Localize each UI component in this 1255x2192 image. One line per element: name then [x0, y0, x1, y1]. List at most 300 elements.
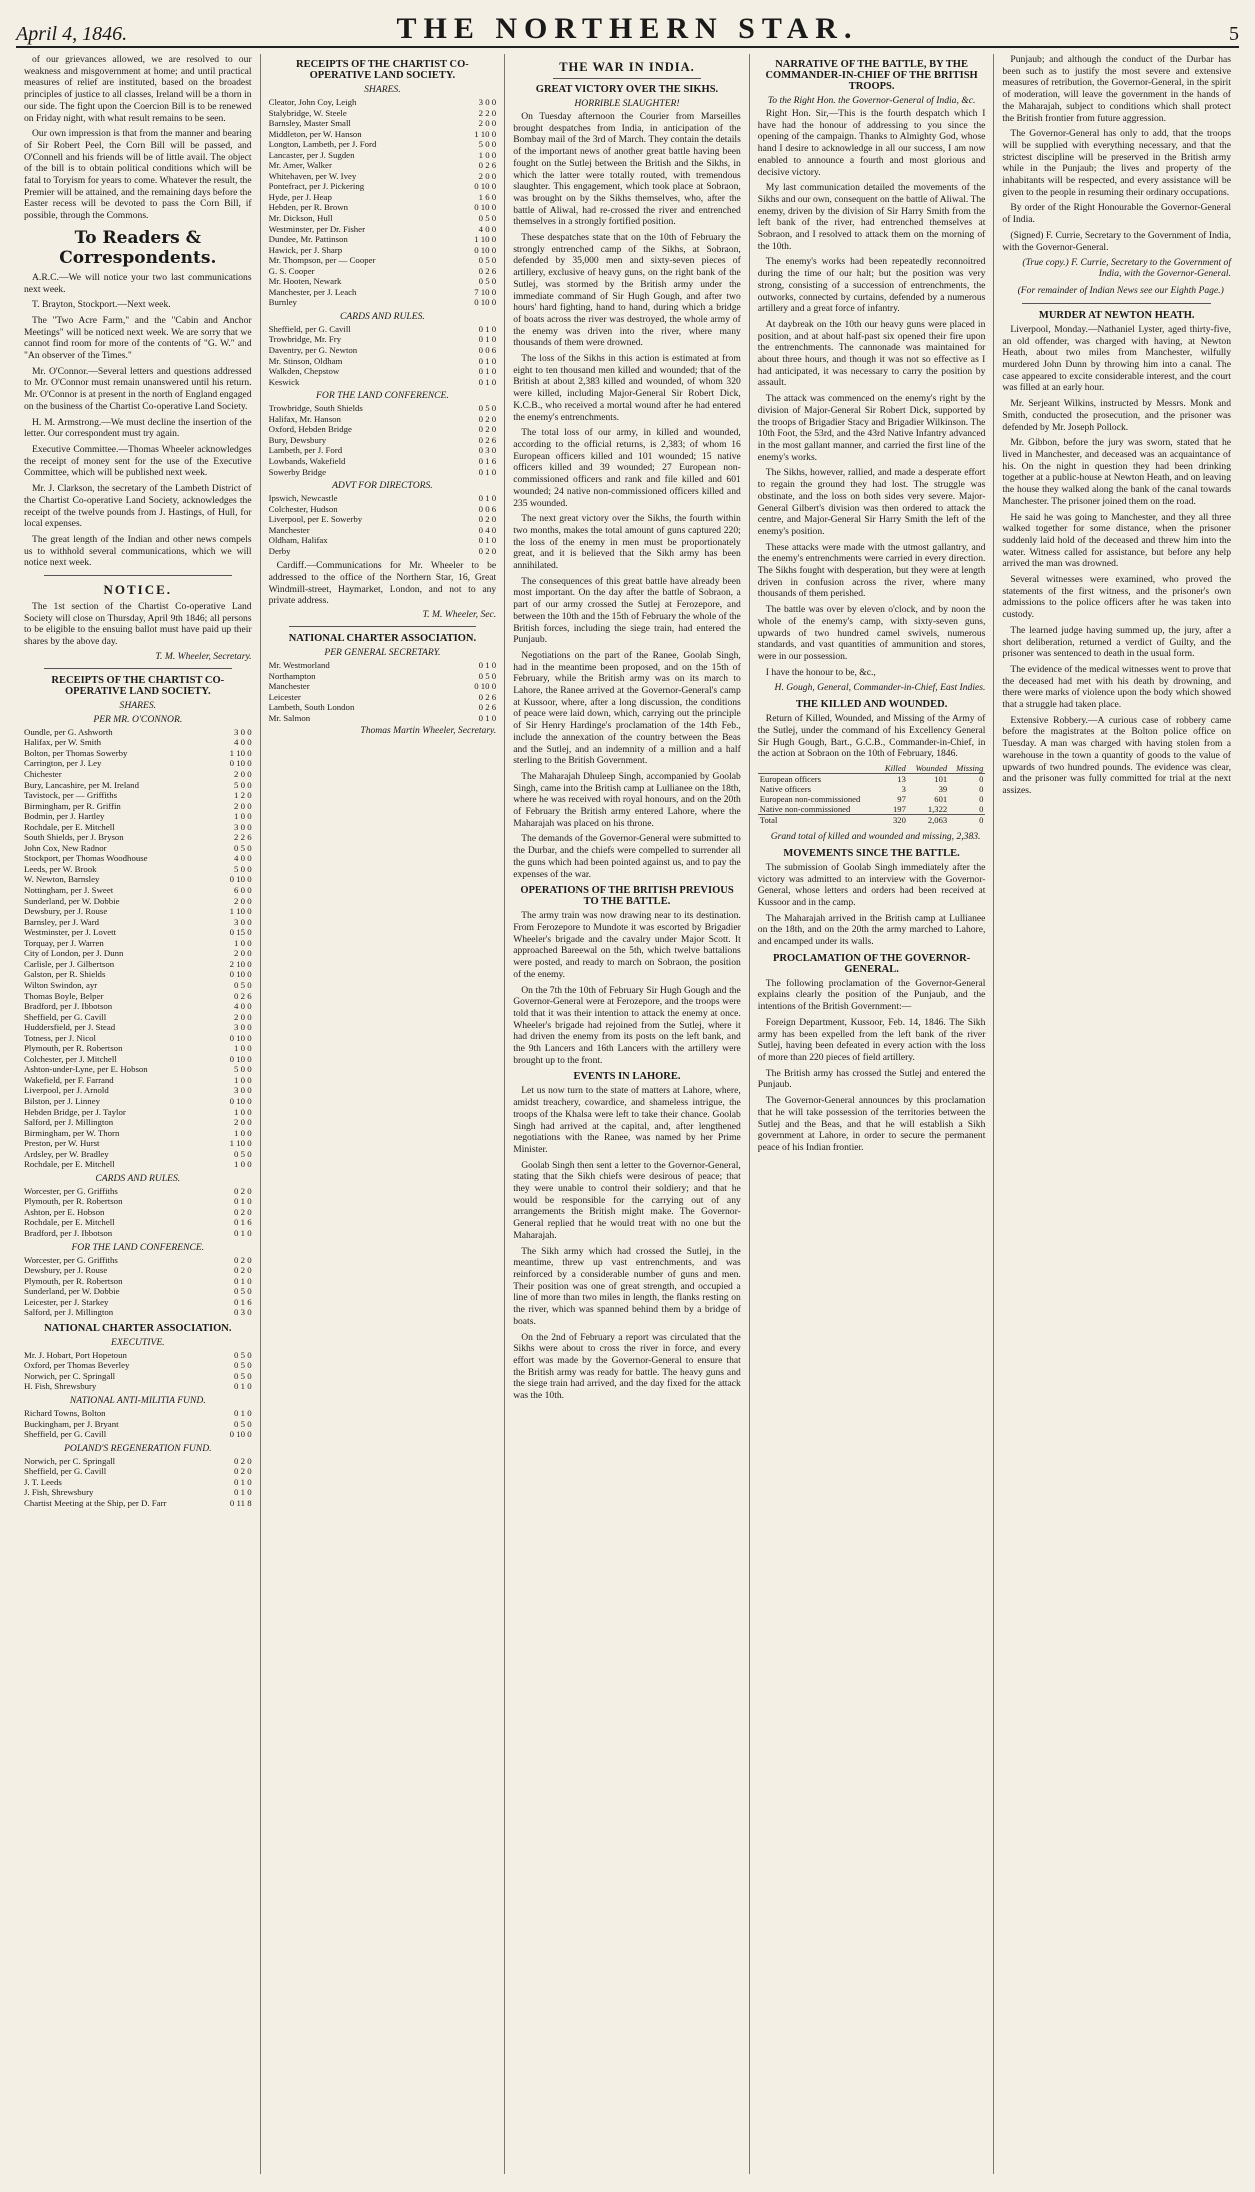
list-item-name: Plymouth, per R. Robertson: [24, 1043, 123, 1054]
list-item: [24, 1085, 252, 1096]
paragraph: The evidence of the medical witnesses went to prove that the deceased had met with his death by drowning, and there were marks of violence upon the body which showed that a struggle had taken place.: [1002, 663, 1231, 711]
list-item-name: Sheffield, per G. Cavill: [268, 323, 351, 334]
list-item-name: John Cox, New Radnor: [24, 842, 107, 853]
list-item-amount: 1 0 0: [234, 811, 252, 822]
list-item-name: Birmingham, per W. Thorn: [24, 1127, 120, 1138]
paragraph: Right Hon. Sir,—This is the fourth despatch which I have had the honour of addressing to you since the opening of the campaign. Thanks to Almighty God, whose hand I desire to acknowledge in all our success, I am now enabled to announce a fourth and most glorious and decisive victory.: [757, 108, 986, 178]
list-item: [24, 1307, 252, 1318]
table-cell: 601: [934, 794, 948, 805]
list-item-name: Buckingham, per J. Bryant: [24, 1418, 119, 1429]
divider: [44, 668, 232, 669]
paragraph: On Tuesday afternoon the Courier from Marseilles brought despatches from India, in anticipation of the Bombay mail of the 3rd of March. They contain the details of the important news of another great battle having been fought on the Sutlej between the British and the Sikhs, in which the latter were totally routed, with tremendous slaughter. This engagement, which took place at Sobraon, was brought on by the Sikhs themselves, who, after the battle of Aliwal, had re-crossed the river and entrenched themselves in a strongly fortified position.: [513, 111, 741, 228]
list-item: [24, 1001, 252, 1012]
list-item-name: Sheffield, per G. Cavill: [24, 1011, 107, 1022]
conference2-heading: FOR THE LAND CONFERENCE.: [316, 390, 449, 402]
list-item-amount: 0 1 6: [234, 1296, 252, 1307]
list-item: [24, 1075, 252, 1086]
list-item-name: Manchester, per J. Leach: [268, 286, 357, 297]
list-item-amount: 1 10 0: [229, 747, 252, 758]
list-item-name: Sunderland, per W. Dobbie: [24, 895, 120, 906]
directors-heading: ADVT FOR DIRECTORS.: [332, 480, 433, 492]
list-item-name: Liverpool, per E. Sowerby: [268, 514, 363, 525]
list-item-amount: 0 11 8: [229, 1497, 252, 1508]
list-item: [24, 1381, 252, 1392]
paragraph: T. Brayton, Stockport.—Next week.: [32, 299, 171, 311]
list-item-amount: 2 0 0: [234, 800, 252, 811]
list-item-name: Torquay, per J. Warren: [24, 937, 104, 948]
list-item: [24, 1022, 252, 1033]
list-item: [24, 1360, 252, 1371]
list-item-amount: 0 5 0: [478, 255, 497, 266]
list-item-amount: 0 10 0: [229, 758, 252, 769]
list-item: [24, 727, 252, 738]
list-item-amount: 0 2 0: [478, 413, 497, 424]
directors-list: [269, 493, 497, 556]
list-item-name: Lambeth, South London: [268, 702, 355, 713]
list-item-amount: 0 10 0: [474, 297, 497, 308]
paragraph: My last communication detailed the movements of the Sikhs and our own, consequent on the battle of Aliwal. The enemy, driven by the division of Sir Harry Smith from the left bank of the river, had entrenched themselves at Sobraon, and I resolved to attack them on the morning of the 10th.: [757, 182, 986, 252]
list-item: [269, 287, 497, 298]
list-item-name: Mr. Dickson, Hull: [268, 213, 333, 224]
list-item: [269, 445, 497, 456]
list-item: [24, 1265, 252, 1276]
list-item-name: Chichester: [24, 769, 62, 780]
list-item-amount: 0 2 0: [234, 1254, 252, 1265]
list-item-name: Pontefract, per J. Pickering: [268, 181, 365, 192]
list-item-amount: 3 0 0: [234, 726, 252, 737]
paragraph: By order of the Right Honourable the Governor-General of India.: [1002, 202, 1231, 226]
list-item-amount: 1 0 0: [234, 1106, 252, 1117]
list-item-amount: 0 2 6: [478, 691, 497, 702]
list-item-name: Mr. Stinson, Oldham: [268, 355, 343, 366]
paragraph: Punjaub; and although the conduct of the Durbar has been such as to justify the most severe and extensive measures of retribution, the Governor-General, in the spirit of moderation, will leave the government in the hands of the Maharajah, subject to conditions which shall protect the British frontier from future aggression.: [1002, 54, 1231, 124]
list-item: [24, 896, 252, 907]
table-cell: European officers: [759, 774, 821, 785]
association-list: [24, 1350, 252, 1392]
list-item: [269, 108, 497, 119]
paragraph: The Maharajah Dhuleep Singh, accompanied by Goolab Singh, came into the British camp at Lullianee on the 18th, where he was received with royal honours, and on the 20th of February the British army entered Lahore, where the Maharajah was placed on his throne.: [513, 770, 741, 829]
list-item: [24, 790, 252, 801]
list-item-name: Worcester, per G. Griffiths: [24, 1185, 118, 1196]
list-item-name: Wilton Swindon, ayr: [24, 979, 98, 990]
war-subheading: GREAT VICTORY OVER THE SIKHS.: [535, 84, 719, 95]
list-item: [269, 234, 497, 245]
table-row: [758, 804, 986, 815]
list-item: [24, 938, 252, 949]
list-item-name: Wakefield, per F. Farrand: [24, 1074, 114, 1085]
list-item-name: Birmingham, per R. Griffin: [24, 800, 121, 811]
list-item: [24, 853, 252, 864]
list-item-amount: 4 0 0: [234, 853, 252, 864]
list-item: [269, 171, 497, 182]
list-item: [269, 504, 497, 515]
list-item: [24, 843, 252, 854]
paragraph: The loss of the Sikhs in this action is estimated at from eight to ten thousand men killed and wounded; that of the British at about 2,383 killed and wounded, of whom 320 were killed, including Major-General Sir Robert Dick, K.C.B., who received a mortal wound after he had entered the enemy's entrenchments.: [513, 353, 741, 423]
list-item-name: Mr. Hooten, Newark: [268, 276, 342, 287]
list-item-amount: 4 0 0: [234, 737, 252, 748]
divider: [1022, 303, 1211, 304]
paragraph: Negotiations on the part of the Ranee, Goolab Singh, had in the meantime been proposed, and on the 15th of February, while the British army was on its march to Lahore, the Ranee arrived at the Governor-General's camp at Kussoor, where, after a long discussion, the conditions of peace were laid down, which, carrying out the principle of Sir Henry Hardinge's proclamation of the 14th Feb., include the annexation of the country between the Beas and the Sutlej, and an indemnity of a million and a half sterling to the British Government.: [513, 649, 741, 767]
list-item-amount: 0 1 0: [478, 466, 497, 477]
list-item-amount: 3 0 0: [234, 1022, 252, 1033]
proclamation-continued: [1002, 54, 1231, 253]
list-item-amount: 0 2 0: [234, 1265, 252, 1276]
list-item-name: Ardsley, per W. Bradley: [24, 1148, 109, 1159]
list-item-amount: 0 5 0: [234, 1360, 252, 1371]
victim-list: [24, 1408, 252, 1440]
list-item: [269, 213, 497, 224]
paragraph: I have the honour to be, &c.,: [765, 666, 876, 678]
list-item: [269, 245, 497, 256]
list-item-name: Bury, Dewsbury: [268, 434, 327, 445]
list-item-amount: 0 5 0: [234, 1148, 252, 1159]
table-cell: Native non-commissioned: [759, 804, 851, 815]
list-item-name: Ashton, per E. Hobson: [24, 1206, 105, 1217]
list-item-name: Hawick, per J. Sharp: [268, 244, 343, 255]
list-item-name: Tavistock, per — Griffiths: [24, 790, 118, 801]
paragraph: On the 7th the 10th of February Sir Hugh Gough and the Governor-General were at Ferozepore, and the troops were told that it was their intention to attack the enemy at once. Wheeler's brigade had rejoined from the Sutlej, where it had driven the enemy from its posts on the left bank, and the 9th Lancers and 16th Lancers with the artillery were brought up to the front.: [513, 984, 741, 1066]
list-item: [269, 356, 497, 367]
list-item-amount: 2 2 6: [234, 832, 252, 843]
list-item-name: Norwich, per C. Springall: [24, 1455, 116, 1466]
list-item-amount: 1 0 0: [234, 1074, 252, 1085]
table-header-cell: [758, 763, 879, 774]
narrative-subheading: To the Right Hon. the Governor-General of India, &c.: [767, 95, 976, 106]
list-item: [24, 1128, 252, 1139]
list-item-amount: 2 0 0: [234, 948, 252, 959]
list-item: [24, 969, 252, 980]
table-cell: 1,322: [927, 804, 948, 815]
list-item-amount: 0 2 0: [234, 1455, 252, 1466]
list-item: [24, 927, 252, 938]
list-item-amount: 1 10 0: [229, 1138, 252, 1149]
list-item: [24, 864, 252, 875]
column-5: [994, 54, 1239, 2174]
list-item-name: Halifax, Mr. Hanson: [268, 413, 341, 424]
killed-intro: Return of Killed, Wounded, and Missing of the Army of the Sutlej, under the command of his Excellency General Sir Hugh Gough, Bart., G.C.B., Commander-in-Chief, in the action at Sobraon on the 10th of February, 1846.: [757, 713, 986, 760]
list-item: [24, 1429, 252, 1440]
columns: [16, 54, 1239, 2174]
paragraph: Mr. J. Clarkson, the secretary of the Lambeth District of the Chartist Co-operative Land Society, acknowledges the receipt of the twelve pounds from J. Hastings, of Hull, for local expenses.: [24, 483, 252, 530]
list-item-name: Daventry, per G. Newton: [268, 345, 358, 356]
list-item-name: Rochdale, per E. Mitchell: [24, 1217, 115, 1228]
paragraph: A.R.C.—We will notice your two last communications next week.: [24, 271, 252, 295]
list-item: [24, 874, 252, 885]
list-item-name: Sunderland, per W. Dobbie: [24, 1286, 120, 1297]
paragraph: Foreign Department, Kussoor, Feb. 14, 1846. The Sikh army has been expelled from the left bank of the river Sutlej, having been defeated in every action with the loss of more than 220 pieces of field artillery.: [757, 1016, 986, 1063]
list-item: [269, 276, 497, 287]
list-item: [24, 801, 252, 812]
list-item-amount: 1 6 0: [478, 191, 497, 202]
list-item-name: Dundee, Mr. Pattinson: [268, 234, 348, 245]
paragraph: The battle was over by eleven o'clock, and by noon the whole of the enemy's camp, with sixty-seven guns, upwards of two hundred camel swivels, numerous standards, and vast quantities of ammunition and stores, were in our possession.: [757, 604, 986, 662]
table-cell: 13: [897, 774, 906, 785]
cards-list: [24, 1186, 252, 1239]
levy-heading: FOR THE LAND CONFERENCE.: [71, 1241, 205, 1253]
list-item-amount: 0 5 0: [478, 213, 497, 224]
table-cell: 0: [979, 794, 984, 805]
list-item-amount: 0 5 0: [478, 403, 497, 414]
table-cell: Native officers: [759, 784, 811, 795]
table-header-cell: Wounded: [908, 763, 949, 774]
paragraph: H. M. Armstrong.—We must decline the insertion of the letter. Our correspondent must try again.: [24, 416, 252, 440]
list-item-name: Longton, Lambeth, per J. Ford: [268, 139, 377, 150]
levy-list: [24, 1255, 252, 1318]
list-item: [24, 1096, 252, 1107]
list-item-name: Worcester, per G. Griffiths: [24, 1254, 118, 1265]
table-cell: 97: [897, 794, 906, 805]
list-item: [269, 702, 497, 713]
list-item-amount: 3 0 0: [234, 916, 252, 927]
polands-heading: POLAND'S REGENERATION FUND.: [64, 1442, 212, 1454]
list-item-name: Hebden Bridge, per J. Taylor: [24, 1106, 126, 1117]
list-item: [24, 1012, 252, 1023]
correspondents-list: [24, 272, 252, 569]
table-row: [758, 815, 986, 826]
war-subheading-2: HORRIBLE SLAUGHTER!: [574, 98, 680, 109]
list-item-name: City of London, per J. Dunn: [24, 948, 124, 959]
notice-title: NOTICE.: [103, 582, 173, 598]
list-item-name: Whitehaven, per W. Ivey: [268, 170, 357, 181]
paragraph: Mr. Gibbon, before the jury was sworn, stated that he lived in Manchester, and deceased was an acquaintance of his. On the night in question they had been drinking together at a public-house at Newton Heath, and on leaving the house they walked along the bank of the canal towards Manchester. The prisoner joined them on the road.: [1002, 437, 1231, 507]
list-item-name: Norwich, per C. Springall: [24, 1370, 116, 1381]
operations-article: [513, 910, 741, 1066]
paragraph: Extensive Robbery.—A curious case of robbery came before the magistrates at the Bolton police office on Tuesday. A man was charged with having stolen from a warehouse in the town a quantity of goods to the value of upwards of two hundred pounds. The evidence was clear, and the prisoner was fully committed for trial at the next assizes.: [1002, 714, 1231, 796]
directors-signature: T. M. Wheeler, Sec.: [422, 609, 497, 621]
list-item-name: Oxford, Hebden Bridge: [268, 424, 352, 435]
polands-list: [24, 1456, 252, 1509]
list-item: [269, 546, 497, 557]
list-item: [269, 414, 497, 425]
list-item-name: Cleator, John Coy, Leigh: [268, 97, 357, 107]
paragraph: The learned judge having summed up, the jury, after a short deliberation, returned a verdict of Guilty, and the prisoner was sentenced to death in the usual form.: [1002, 624, 1231, 660]
list-item-name: Bury, Lancashire, per M. Ireland: [24, 779, 139, 790]
list-item-amount: 4 0 0: [478, 223, 497, 234]
conference2-list: [269, 403, 497, 477]
list-item-amount: 0 15 0: [229, 927, 252, 938]
list-item-amount: 0 5 0: [234, 842, 252, 853]
table-cell: 39: [938, 784, 948, 795]
list-item-name: Trowbridge, South Shields: [268, 403, 363, 414]
list-item: [24, 1186, 252, 1197]
list-item: [24, 822, 252, 833]
issue-date: April 4, 1846.: [16, 23, 128, 45]
list-item: [269, 224, 497, 235]
list-item: [24, 1196, 252, 1207]
receipts2-subheading: SHARES.: [364, 84, 401, 95]
list-item-amount: 0 1 0: [478, 376, 497, 387]
table-header-cell: Killed: [879, 763, 908, 774]
receipts-subheading-2: PER MR. O'CONNOR.: [93, 713, 183, 725]
list-item-amount: 0 1 0: [478, 712, 497, 723]
list-item: [269, 435, 497, 446]
list-item: [269, 535, 497, 546]
list-item: [24, 1217, 252, 1228]
correspondents-heading: To Readers & Correspondents.: [59, 227, 217, 268]
list-item-amount: 0 5 0: [234, 1349, 252, 1360]
paragraph: The Maharajah arrived in the British camp at Lullianee on the 18th, and on the 20th the army marched to Lahore, and encamped under its walls.: [757, 912, 986, 948]
list-item: [24, 885, 252, 896]
proclamation-heading: PROCLAMATION OF THE GOVERNOR-GENERAL.: [772, 952, 971, 975]
list-item: [24, 1408, 252, 1419]
list-item-name: Ipswich, Newcastle: [268, 493, 338, 504]
list-item-name: South Shields, per J. Bryson: [24, 832, 124, 843]
list-item-amount: 1 10 0: [474, 128, 497, 139]
paragraph: Let us now turn to the state of matters at Lahore, where, amidst treachery, cowardice, and shameless intrigue, the troops of the Khalsa were left to take their chance. Goolab Singh had arrived at the capital, and, after lengthened negotiations with the Ranee, was named by her Prime Minister.: [513, 1085, 741, 1155]
casualty-table-body: [758, 774, 986, 826]
list-item-amount: 0 5 0: [234, 979, 252, 990]
paragraph: Goolab Singh then sent a letter to the Governor-General, stating that the Sikh chiefs were desirous of peace; that they were unable to control their soldiery; and that he would be responsible for the carrying out of any arrangements the British might make. The Governor-General replied that he would treat with no one but the Maharajah.: [513, 1159, 741, 1241]
list-item-amount: 0 2 0: [478, 545, 497, 556]
list-item-name: Westminster, per Dr. Fisher: [268, 223, 366, 234]
list-item: [269, 97, 497, 108]
column-3: [505, 54, 750, 2174]
list-item-amount: 1 0 0: [234, 1127, 252, 1138]
list-item-amount: 0 0 6: [478, 503, 497, 514]
list-item-amount: 6 0 0: [234, 885, 252, 896]
list-item: [24, 1138, 252, 1149]
list-item-name: J. T. Leeds: [24, 1476, 62, 1487]
list-item-amount: 7 10 0: [474, 286, 497, 297]
paragraph: Several witnesses were examined, who proved the statements of the first witness, and the prisoner's own admissions to the police officers after he was taken into custody.: [1002, 574, 1231, 621]
list-item-amount: 0 10 0: [474, 181, 497, 192]
table-header-cell: Missing: [949, 763, 985, 774]
list-item-name: Hyde, per J. Heap: [268, 191, 332, 202]
list-item-name: Chartist Meeting at the Ship, per D. Farr: [24, 1497, 167, 1508]
list-item-amount: 0 10 0: [229, 1053, 252, 1064]
list-item-amount: 0 2 6: [234, 990, 252, 1001]
victim-heading: NATIONAL ANTI-MILITIA FUND.: [69, 1395, 206, 1406]
col1-intro: [24, 54, 252, 222]
list-item: [269, 692, 497, 703]
paragraph: The great length of the Indian and other news compels us to withhold several communications, which we will notice next week.: [24, 533, 252, 569]
list-item-amount: 0 5 0: [234, 1418, 252, 1429]
notice-signature: T. M. Wheeler, Secretary.: [155, 650, 252, 662]
list-item: [24, 1228, 252, 1239]
list-item: [269, 297, 497, 308]
paragraph: Liverpool, Monday.—Nathaniel Lyster, aged thirty-five, an old offender, was charged with having, at Newton Heath, about two miles from Manchester, wilfully murdered John Dunn by throwing him into a canal. The case appeared to excite considerable interest, and the court was filled at an early hour.: [1002, 323, 1231, 394]
list-item-name: Bodmin, per J. Hartley: [24, 811, 105, 822]
receipts-subheading: SHARES.: [119, 699, 157, 711]
list-item: [24, 959, 252, 970]
casualty-table: [758, 763, 986, 825]
list-item-name: Dewsbury, per J. Rouse: [24, 1265, 108, 1276]
list-item: [269, 181, 497, 192]
paragraph: The demands of the Governor-General were submitted to the Durbar, and the chiefs were compelled to surrender all the guns which had been pointed against us, and to pay the expenses of the war.: [513, 833, 741, 880]
list-item-amount: 0 10 0: [474, 681, 497, 692]
nca2-list: [269, 660, 497, 723]
paragraph: On the 2nd of February a report was circulated that the Sikhs were about to cross the river in force, and every effort was made by the Governor-General to ensure that the British army was ready for battle. The heavy guns and the siege train had arrived, and the day fixed for the attack was the 10th.: [513, 1331, 741, 1402]
divider: [553, 78, 701, 79]
list-item: [24, 1043, 252, 1054]
list-item-amount: 5 0 0: [234, 1064, 252, 1075]
list-item-name: Leeds, per W. Brook: [24, 863, 97, 874]
list-item-amount: 0 3 0: [478, 445, 497, 456]
list-item-name: Hebden, per R. Brown: [268, 202, 348, 213]
list-item: [24, 1477, 252, 1488]
nca2-signature: Thomas Martin Wheeler, Secretary.: [360, 725, 497, 737]
list-item: [24, 980, 252, 991]
list-item-name: Liverpool, per J. Arnold: [24, 1085, 109, 1096]
list-item-amount: 0 1 0: [234, 1487, 252, 1498]
list-item: [24, 906, 252, 917]
list-item-name: Colchester, Hudson: [268, 503, 338, 514]
paragraph: The Governor-General has only to add, that the troops will be supplied with everything necessary, and that the strictest discipline will be preserved in the British army while in the Punjaub; the lives and property of the inhabitants will be respected, and every assistance will be given to the people in resuming their ordinary occupations.: [1002, 128, 1231, 198]
paragraph: The enemy's works had been repeatedly reconnoitred during the time of our halt; but the position was very strong, consisting of a succession of entrenchments, the outworks, connected by curtains, defended by a numerous artillery and a great force of infantry.: [757, 256, 986, 315]
list-item-name: Mr. Westmorland: [268, 660, 330, 671]
paragraph: Mr. O'Connor.—Several letters and questions addressed to Mr. O'Connor must remain unanswered until his return. Mr. O'Connor is at present in the north of England engaged on the business of the Chartist Co-operative Land Society.: [24, 365, 252, 412]
list-item: [24, 1466, 252, 1477]
receipts2-heading: RECEIPTS OF THE CHARTIST CO-OPERATIVE LAND SOCIETY.: [296, 59, 469, 81]
column-1: [16, 54, 261, 2174]
masthead: [16, 10, 1239, 48]
list-item: [269, 713, 497, 724]
table-cell: Total: [758, 815, 879, 826]
list-item-amount: 0 1 0: [234, 1227, 252, 1238]
list-item-amount: 3 0 0: [234, 1085, 252, 1096]
paragraph: The army train was now drawing near to its destination. From Ferozepore to Mundote it was escorted by Brigadier Wheeler's brigade and the cavalry under Major Scott. It approached Bareewal on the 5th, which twelve battalions were posted, and ready to march on Sobraon, the position of the enemy.: [513, 910, 741, 980]
list-item-amount: 3 0 0: [478, 97, 497, 107]
directors-note: Cardiff.—Communications for Mr. Wheeler to be addressed to the office of the Northern Star, 16, Great Windmill-street, Haymarket, London, and not to any private address.: [268, 560, 497, 607]
list-item-amount: 0 1 0: [478, 493, 497, 504]
list-item-amount: 3 0 0: [234, 821, 252, 832]
list-item: [269, 192, 497, 203]
list-item: [24, 1107, 252, 1118]
receipts-heading: RECEIPTS OF THE CHARTIST CO-OPERATIVE LAND SOCIETY.: [51, 674, 225, 697]
list-item: [269, 255, 497, 266]
list-item-amount: 0 2 0: [234, 1206, 252, 1217]
list-item-amount: 0 10 0: [229, 1032, 252, 1043]
list-item-name: Burnley: [268, 297, 297, 308]
list-item: [269, 467, 497, 478]
list-item: [269, 150, 497, 161]
table-row: [758, 784, 986, 794]
list-item-name: Bradford, per J. Ibbotson: [24, 1001, 113, 1012]
table-cell: 0: [979, 784, 984, 795]
nca2-subheading: PER GENERAL SECRETARY.: [324, 647, 441, 659]
list-item-amount: 4 0 0: [234, 1001, 252, 1012]
association-subheading: EXECUTIVE.: [111, 1336, 165, 1348]
receipts-list: [24, 727, 252, 1170]
list-item: [269, 514, 497, 525]
list-item-amount: 0 1 0: [478, 535, 497, 546]
list-item: [24, 1419, 252, 1430]
list-item: [24, 1487, 252, 1498]
war-heading: THE WAR IN INDIA.: [559, 60, 695, 74]
list-item-amount: 0 2 0: [478, 514, 497, 525]
list-item-amount: 2 10 0: [229, 958, 252, 969]
page-number: 5: [1229, 23, 1239, 45]
list-item: [269, 681, 497, 692]
list-item: [269, 403, 497, 414]
list-item: [269, 366, 497, 377]
list-item-amount: 1 10 0: [474, 234, 497, 245]
cards2-heading: CARDS AND RULES.: [339, 310, 425, 322]
paragraph: Mr. Serjeant Wilkins, instructed by Messrs. Monk and Smith, conducted the prosecution, and the prisoner was defended by Mr. Joseph Pollock.: [1002, 398, 1231, 433]
list-item-name: Bilston, per J. Linney: [24, 1095, 100, 1106]
list-item-amount: 0 1 6: [478, 455, 497, 466]
list-item: [24, 811, 252, 822]
nca2-heading: NATIONAL CHARTER ASSOCIATION.: [288, 633, 477, 645]
list-item-amount: 5 0 0: [478, 139, 497, 150]
table-cell: 197: [892, 804, 906, 815]
list-item: [269, 671, 497, 682]
list-item: [269, 266, 497, 277]
murder-heading: MURDER AT NEWTON HEATH.: [1038, 309, 1195, 321]
list-item: [269, 160, 497, 171]
list-item-amount: 1 10 0: [229, 906, 252, 917]
list-item-name: Richard Towns, Bolton: [24, 1408, 106, 1418]
